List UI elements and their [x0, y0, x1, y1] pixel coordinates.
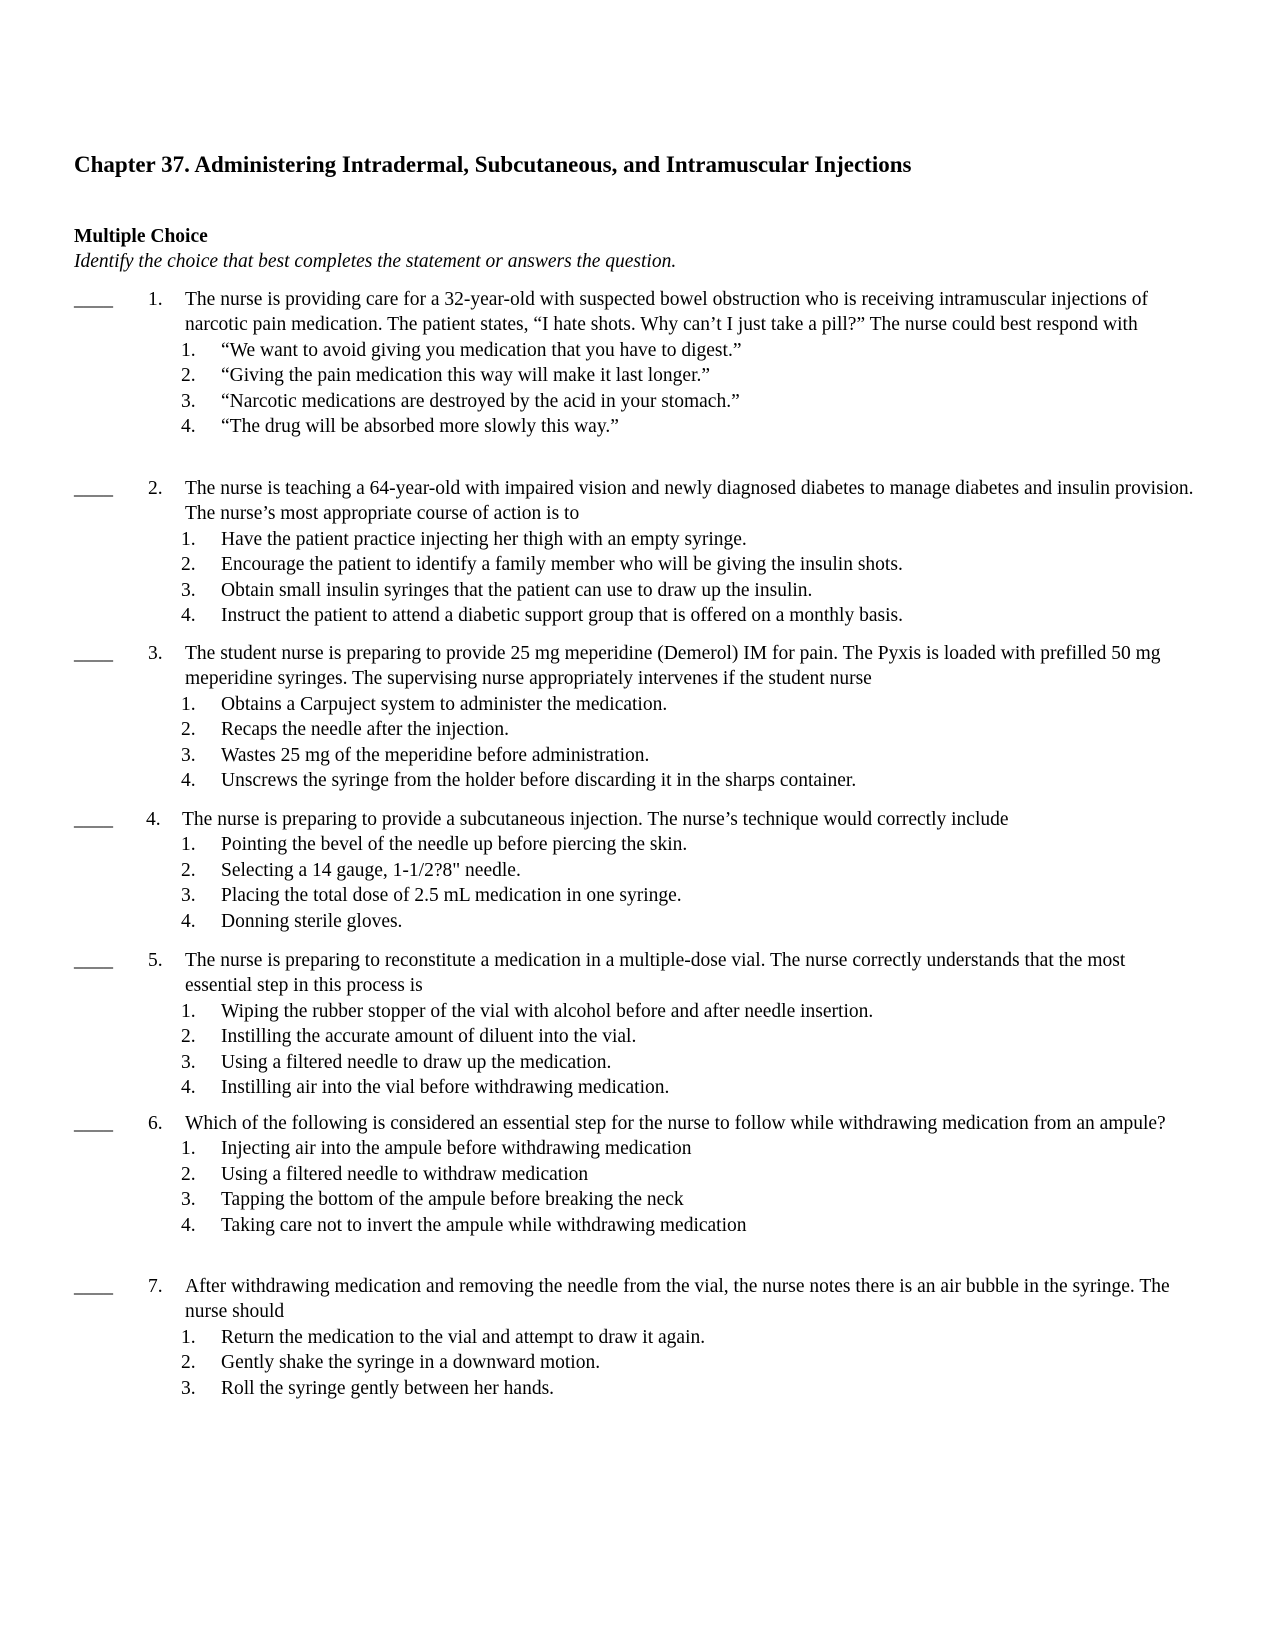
option-2 — [181, 858, 1192, 883]
question-stem — [181, 641, 1195, 793]
option-text: Selecting a 14 gauge, 1-1/2?8" needle. — [221, 859, 521, 881]
option-text: Donning sterile gloves. — [221, 910, 403, 932]
option-list — [181, 692, 1195, 794]
option-list — [181, 1136, 1195, 1238]
option-text: Obtain small insulin syringes that the patient can use to draw up the insulin. — [221, 579, 813, 601]
option-3 — [181, 1050, 1195, 1075]
question-stem — [181, 1274, 1195, 1401]
option-number: 1. — [181, 693, 196, 715]
option-number: 2. — [181, 1163, 196, 1185]
question-stem — [181, 948, 1195, 1100]
option-number: 2. — [181, 365, 196, 387]
answer-blank: ____ — [74, 1276, 113, 1297]
answer-blank: ____ — [74, 289, 113, 310]
option-text: Recaps the needle after the injection. — [221, 719, 510, 741]
option-number: 3. — [181, 744, 196, 766]
question-text: The nurse is providing care for a 32-year-old with suspected bowel obstruction who is receiving intramuscular injections of narcotic pain medication. The patient states, “I hate shots. Why can’t I just take a pill?” The nurse could best respond with — [185, 289, 1148, 336]
section-heading: Multiple Choice — [74, 226, 208, 247]
option-list — [181, 527, 1195, 629]
option-list — [181, 338, 1195, 440]
question-stem — [181, 1111, 1195, 1238]
question-text: The nurse is teaching a 64-year-old with impaired vision and newly diagnosed diabetes to manage diabetes and insulin provision. The nurse’s most appropriate course of action is to — [185, 478, 1194, 525]
option-text: Instilling the accurate amount of diluent into the vial. — [221, 1026, 637, 1048]
option-text: Return the medication to the vial and attempt to draw it again. — [221, 1326, 706, 1348]
answer-blank: ____ — [74, 478, 113, 499]
option-number: 4. — [181, 910, 196, 932]
option-list — [181, 999, 1195, 1101]
option-number: 2. — [181, 719, 196, 741]
option-1 — [181, 999, 1195, 1024]
option-text: Obtains a Carpuject system to administer the medication. — [221, 693, 668, 715]
answer-blank: ____ — [74, 950, 113, 971]
option-number: 4. — [181, 416, 196, 438]
option-text: Encourage the patient to identify a family member who will be giving the insulin shots. — [221, 554, 903, 576]
option-number: 4. — [181, 770, 196, 792]
option-text: Roll the syringe gently between her hands. — [221, 1377, 555, 1399]
option-text: Pointing the bevel of the needle up before piercing the skin. — [221, 834, 688, 856]
option-number: 1. — [181, 528, 196, 550]
question-number: 5. — [148, 950, 163, 971]
option-3 — [181, 1187, 1195, 1212]
option-number: 3. — [181, 885, 196, 907]
option-number: 2. — [181, 859, 196, 881]
option-text: Placing the total dose of 2.5 mL medication in one syringe. — [221, 885, 682, 907]
option-2 — [181, 717, 1195, 742]
question-number: 7. — [148, 1276, 163, 1297]
option-number: 1. — [181, 834, 196, 856]
option-2 — [181, 1162, 1195, 1187]
option-text: Using a filtered needle to draw up the medication. — [221, 1051, 612, 1073]
option-text: Wastes 25 mg of the meperidine before administration. — [221, 744, 650, 766]
option-number: 1. — [181, 339, 196, 361]
option-number: 3. — [181, 1051, 196, 1073]
option-2 — [181, 1024, 1195, 1049]
option-1 — [181, 1325, 1195, 1350]
option-2 — [181, 1350, 1195, 1375]
question-number: 3. — [148, 643, 163, 664]
option-text: Using a filtered needle to withdraw medication — [221, 1163, 589, 1185]
option-text: “The drug will be absorbed more slowly this way.” — [221, 416, 619, 438]
option-number: 4. — [181, 605, 196, 627]
option-1 — [181, 832, 1192, 857]
answer-blank: ____ — [74, 643, 113, 664]
instructions: Identify the choice that best completes the statement or answers the question. — [74, 251, 677, 272]
chapter-title: Chapter 37. Administering Intradermal, Subcutaneous, and Intramuscular Injections — [74, 152, 912, 177]
question-number: 2. — [148, 478, 163, 499]
answer-blank: ____ — [74, 1113, 113, 1134]
question-text: Which of the following is considered an essential step for the nurse to follow while withdrawing medication from an ampule? — [185, 1113, 1166, 1134]
question-text: The student nurse is preparing to provide 25 mg meperidine (Demerol) IM for pain. The Pyxis is loaded with prefilled 50 mg meperidine syringes. The supervising nurse appropriately intervenes if the student nurse — [185, 643, 1161, 690]
option-4 — [181, 1075, 1195, 1100]
option-3 — [181, 578, 1195, 603]
option-number: 4. — [181, 1077, 196, 1099]
question-number: 4. — [146, 809, 161, 830]
option-text: “Giving the pain medication this way will make it last longer.” — [221, 365, 711, 387]
option-number: 3. — [181, 390, 196, 412]
option-1 — [181, 527, 1195, 552]
question-text: The nurse is preparing to reconstitute a medication in a multiple-dose vial. The nurse correctly understands that the most essential step in this process is — [185, 950, 1126, 997]
option-text: Unscrews the syringe from the holder before discarding it in the sharps container. — [221, 770, 857, 792]
option-number: 3. — [181, 1377, 196, 1399]
option-2 — [181, 552, 1195, 577]
question-stem — [182, 807, 1192, 934]
option-list — [181, 1325, 1195, 1401]
option-text: Instruct the patient to attend a diabetic support group that is offered on a monthly basis. — [221, 605, 903, 627]
option-2 — [181, 363, 1195, 388]
option-text: Have the patient practice injecting her thigh with an empty syringe. — [221, 528, 747, 550]
option-4 — [181, 768, 1195, 793]
option-text: Injecting air into the ampule before withdrawing medication — [221, 1138, 692, 1160]
option-number: 4. — [181, 1214, 196, 1236]
question-number: 1. — [148, 289, 163, 310]
option-text: Gently shake the syringe in a downward motion. — [221, 1352, 601, 1374]
option-number: 1. — [181, 1000, 196, 1022]
option-list — [181, 832, 1192, 934]
option-number: 1. — [181, 1326, 196, 1348]
option-4 — [181, 603, 1195, 628]
option-3 — [181, 1376, 1195, 1401]
option-1 — [181, 692, 1195, 717]
option-number: 3. — [181, 1189, 196, 1211]
option-3 — [181, 389, 1195, 414]
option-text: Instilling air into the vial before withdrawing medication. — [221, 1077, 670, 1099]
question-stem — [181, 287, 1195, 439]
option-number: 2. — [181, 1026, 196, 1048]
option-number: 3. — [181, 579, 196, 601]
option-4 — [181, 909, 1192, 934]
option-3 — [181, 883, 1192, 908]
option-text: Tapping the bottom of the ampule before breaking the neck — [221, 1189, 684, 1211]
question-text: The nurse is preparing to provide a subcutaneous injection. The nurse’s technique would correctly include — [182, 809, 1009, 830]
option-text: “Narcotic medications are destroyed by the acid in your stomach.” — [221, 390, 740, 412]
option-text: Wiping the rubber stopper of the vial with alcohol before and after needle insertion. — [221, 1000, 874, 1022]
question-number: 6. — [148, 1113, 163, 1134]
option-number: 2. — [181, 554, 196, 576]
option-number: 2. — [181, 1352, 196, 1374]
option-number: 1. — [181, 1138, 196, 1160]
option-1 — [181, 1136, 1195, 1161]
option-3 — [181, 743, 1195, 768]
answer-blank: ____ — [74, 809, 113, 830]
question-text: After withdrawing medication and removing the needle from the vial, the nurse notes there is an air bubble in the syringe. The nurse should — [185, 1276, 1170, 1323]
option-text: Taking care not to invert the ampule while withdrawing medication — [221, 1214, 747, 1236]
option-text: “We want to avoid giving you medication that you have to digest.” — [221, 339, 742, 361]
option-4 — [181, 414, 1195, 439]
question-stem — [181, 476, 1195, 628]
option-1 — [181, 338, 1195, 363]
option-4 — [181, 1213, 1195, 1238]
